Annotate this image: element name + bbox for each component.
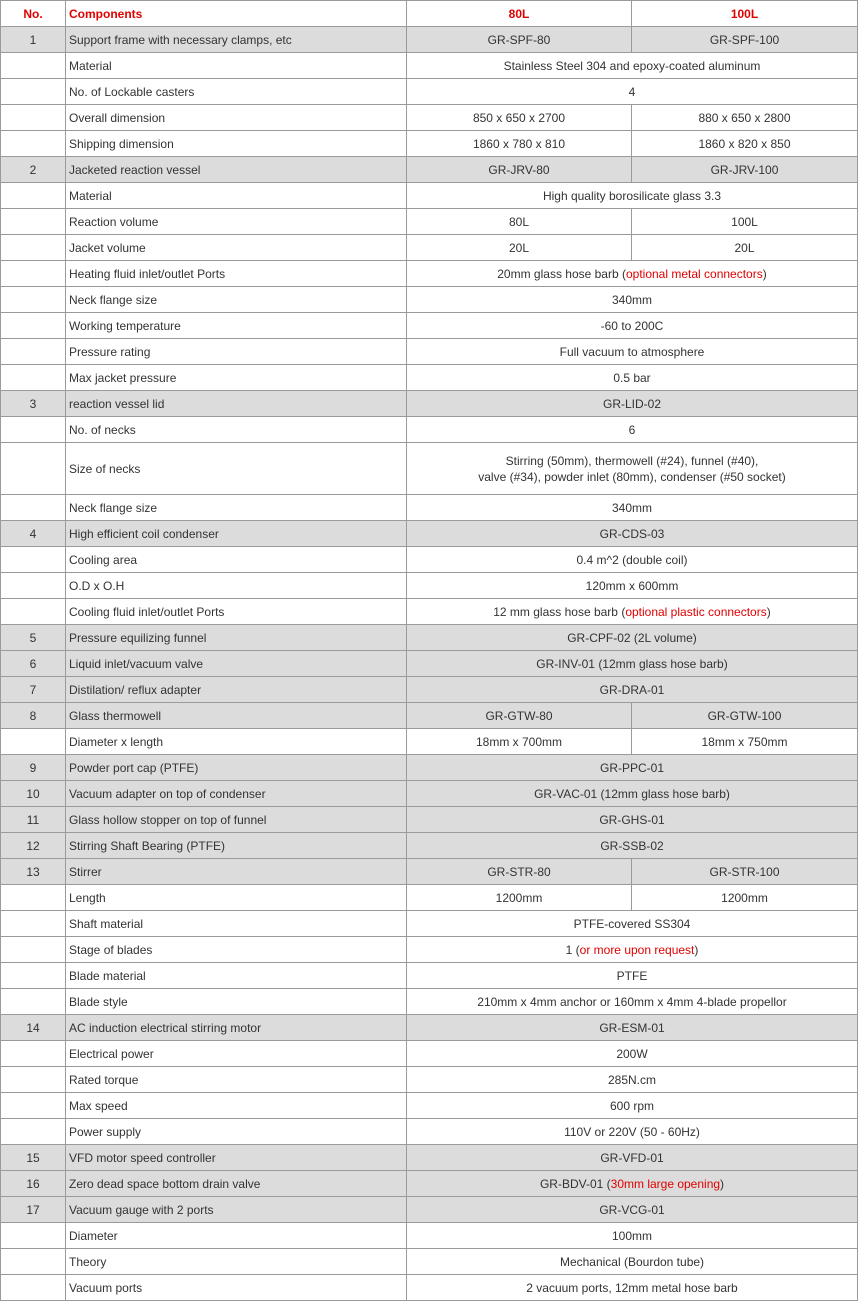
value-both: 340mm [407,495,858,521]
value-both [407,599,858,625]
component-name: Stage of blades [66,937,407,963]
row-number [1,313,66,339]
value-both: GR-VCG-01 [407,1197,858,1223]
value-note-highlight: optional plastic connectors [625,604,767,619]
value-80l: GR-STR-80 [407,859,632,885]
component-name: Heating fluid inlet/outlet Ports [66,261,407,287]
value-80l: 1860 x 780 x 810 [407,131,632,157]
table-row [1,183,858,209]
table-row [1,339,858,365]
table-row [1,885,858,911]
value-text-end: ) [694,942,699,957]
component-name: Blade style [66,989,407,1015]
table-row-section [1,807,858,833]
header-80l: 80L [407,1,632,27]
row-number [1,131,66,157]
value-both: 6 [407,417,858,443]
component-name: Neck flange size [66,287,407,313]
row-number [1,573,66,599]
table-row [1,261,858,287]
table-row [1,1275,858,1301]
row-number [1,911,66,937]
row-number [1,235,66,261]
component-name: No. of Lockable casters [66,79,407,105]
table-row-section [1,521,858,547]
value-both: -60 to 200C [407,313,858,339]
table-row-section [1,859,858,885]
component-name: No. of necks [66,417,407,443]
component-name: Max jacket pressure [66,365,407,391]
table-row [1,235,858,261]
row-number: 1 [1,27,66,53]
row-number [1,79,66,105]
value-both: GR-GHS-01 [407,807,858,833]
table-row-section [1,1015,858,1041]
table-row [1,313,858,339]
table-row-section [1,625,858,651]
row-number: 14 [1,1015,66,1041]
value-both [407,261,858,287]
component-name: Material [66,53,407,79]
table-row [1,989,858,1015]
component-name: Max speed [66,1093,407,1119]
row-number [1,937,66,963]
value-both: GR-INV-01 (12mm glass hose barb) [407,651,858,677]
component-name: Diameter x length [66,729,407,755]
value-both: PTFE-covered SS304 [407,911,858,937]
value-both: 2 vacuum ports, 12mm metal hose barb [407,1275,858,1301]
table-row-section [1,1197,858,1223]
value-both: GR-CPF-02 (2L volume) [407,625,858,651]
row-number [1,53,66,79]
value-both: GR-VFD-01 [407,1145,858,1171]
component-name: Rated torque [66,1067,407,1093]
table-row [1,79,858,105]
value-line-1: Stirring (50mm), thermowell (#24), funnel (#40), [505,453,759,468]
row-number: 6 [1,651,66,677]
value-both: GR-DRA-01 [407,677,858,703]
table-row-section [1,833,858,859]
component-name: Jacket volume [66,235,407,261]
component-name: Power supply [66,1119,407,1145]
value-80l: 20L [407,235,632,261]
value-both: Stainless Steel 304 and epoxy-coated aluminum [407,53,858,79]
table-row [1,495,858,521]
component-name: Overall dimension [66,105,407,131]
component-name: Cooling area [66,547,407,573]
row-number: 7 [1,677,66,703]
value-both: 0.4 m^2 (double coil) [407,547,858,573]
table-row [1,1041,858,1067]
row-number [1,599,66,625]
component-name: Vacuum gauge with 2 ports [66,1197,407,1223]
spec-table-body [1,27,858,1301]
value-both: 600 rpm [407,1093,858,1119]
value-both: 100mm [407,1223,858,1249]
value-100l: 20L [632,235,858,261]
table-row-section [1,651,858,677]
row-number [1,417,66,443]
component-name: Glass thermowell [66,703,407,729]
value-text: 12 mm glass hose barb ( [493,604,626,619]
component-name: Electrical power [66,1041,407,1067]
table-row [1,417,858,443]
component-name: Shaft material [66,911,407,937]
value-80l: 850 x 650 x 2700 [407,105,632,131]
value-80l: 80L [407,209,632,235]
component-name: Powder port cap (PTFE) [66,755,407,781]
component-name: High efficient coil condenser [66,521,407,547]
value-both: 340mm [407,287,858,313]
component-name: O.D x O.H [66,573,407,599]
table-row-section [1,27,858,53]
row-number [1,1041,66,1067]
row-number: 9 [1,755,66,781]
table-row [1,443,858,495]
value-both: GR-VAC-01 (12mm glass hose barb) [407,781,858,807]
value-100l: 18mm x 750mm [632,729,858,755]
component-name: Stirrer [66,859,407,885]
component-name: VFD motor speed controller [66,1145,407,1171]
value-both: 0.5 bar [407,365,858,391]
row-number [1,547,66,573]
table-row-section [1,1171,858,1197]
row-number: 4 [1,521,66,547]
table-row [1,1249,858,1275]
row-number [1,443,66,495]
value-both: GR-CDS-03 [407,521,858,547]
value-both: GR-PPC-01 [407,755,858,781]
header-100l: 100L [632,1,858,27]
row-number: 5 [1,625,66,651]
value-80l: 18mm x 700mm [407,729,632,755]
component-name: Vacuum ports [66,1275,407,1301]
table-row-section [1,677,858,703]
table-row [1,365,858,391]
component-name: Neck flange size [66,495,407,521]
value-80l: 1200mm [407,885,632,911]
table-row [1,131,858,157]
row-number [1,963,66,989]
table-row-section [1,755,858,781]
component-name: Blade material [66,963,407,989]
value-text: GR-BDV-01 ( [539,1176,611,1191]
table-row [1,911,858,937]
row-number [1,989,66,1015]
table-row [1,209,858,235]
value-both: 110V or 220V (50 - 60Hz) [407,1119,858,1145]
table-row [1,287,858,313]
value-note-highlight: or more upon request [579,942,695,957]
row-number [1,1275,66,1301]
value-both: High quality borosilicate glass 3.3 [407,183,858,209]
value-both [407,937,858,963]
row-number [1,1067,66,1093]
table-row [1,1223,858,1249]
component-name: reaction vessel lid [66,391,407,417]
header-row [1,1,858,27]
value-both: 200W [407,1041,858,1067]
row-number: 16 [1,1171,66,1197]
value-text-end: ) [766,604,771,619]
value-100l: 1860 x 820 x 850 [632,131,858,157]
value-both: GR-LID-02 [407,391,858,417]
table-row-section [1,1145,858,1171]
value-80l: GR-GTW-80 [407,703,632,729]
value-note-highlight: optional metal connectors [625,266,763,281]
value-both: PTFE [407,963,858,989]
row-number [1,1093,66,1119]
row-number [1,339,66,365]
value-80l: GR-SPF-80 [407,27,632,53]
component-name: Support frame with necessary clamps, etc [66,27,407,53]
value-both: Mechanical (Bourdon tube) [407,1249,858,1275]
table-row [1,573,858,599]
row-number: 11 [1,807,66,833]
row-number [1,1223,66,1249]
row-number [1,365,66,391]
row-number: 2 [1,157,66,183]
row-number [1,495,66,521]
value-text-end: ) [720,1176,725,1191]
value-both [407,1171,858,1197]
value-100l: 1200mm [632,885,858,911]
value-note-highlight: 30mm large opening [610,1176,721,1191]
table-row [1,53,858,79]
table-row-section [1,781,858,807]
value-100l: GR-SPF-100 [632,27,858,53]
row-number [1,287,66,313]
value-both: 120mm x 600mm [407,573,858,599]
component-name: Material [66,183,407,209]
table-row [1,1119,858,1145]
header-components: Components [66,1,407,27]
table-row-section [1,703,858,729]
value-both: GR-SSB-02 [407,833,858,859]
component-name: Vacuum adapter on top of condenser [66,781,407,807]
value-text: 1 ( [565,942,580,957]
component-name: Liquid inlet/vacuum valve [66,651,407,677]
table-row [1,729,858,755]
header-no: No. [1,1,66,27]
table-row-section [1,391,858,417]
row-number: 15 [1,1145,66,1171]
table-row [1,1067,858,1093]
component-name: Size of necks [66,443,407,495]
component-name: Reaction volume [66,209,407,235]
row-number [1,183,66,209]
component-name: Pressure rating [66,339,407,365]
component-name: Distilation/ reflux adapter [66,677,407,703]
component-name: Glass hollow stopper on top of funnel [66,807,407,833]
row-number: 8 [1,703,66,729]
value-both [407,443,858,495]
row-number [1,1119,66,1145]
table-row [1,937,858,963]
value-text: 20mm glass hose barb ( [497,266,626,281]
row-number: 12 [1,833,66,859]
value-both: 210mm x 4mm anchor or 160mm x 4mm 4-blade propellor [407,989,858,1015]
component-name: Pressure equilizing funnel [66,625,407,651]
table-row [1,963,858,989]
table-row [1,599,858,625]
value-text-end: ) [762,266,767,281]
value-both: 285N.cm [407,1067,858,1093]
value-100l: 100L [632,209,858,235]
row-number [1,885,66,911]
component-name: Working temperature [66,313,407,339]
value-both: GR-ESM-01 [407,1015,858,1041]
row-number [1,261,66,287]
component-name: Cooling fluid inlet/outlet Ports [66,599,407,625]
row-number: 3 [1,391,66,417]
value-100l: GR-JRV-100 [632,157,858,183]
component-name: Theory [66,1249,407,1275]
component-name: Diameter [66,1223,407,1249]
value-line-2: valve (#34), powder inlet (80mm), condenser (#50 socket) [478,469,786,484]
row-number [1,105,66,131]
component-name: Jacketed reaction vessel [66,157,407,183]
table-row [1,547,858,573]
value-both: 4 [407,79,858,105]
value-100l: GR-STR-100 [632,859,858,885]
component-name: Zero dead space bottom drain valve [66,1171,407,1197]
row-number [1,209,66,235]
value-100l: GR-GTW-100 [632,703,858,729]
table-row-section [1,157,858,183]
value-both: Full vacuum to atmosphere [407,339,858,365]
value-100l: 880 x 650 x 2800 [632,105,858,131]
component-name: AC induction electrical stirring motor [66,1015,407,1041]
table-row [1,1093,858,1119]
component-name: Stirring Shaft Bearing (PTFE) [66,833,407,859]
row-number: 10 [1,781,66,807]
value-80l: GR-JRV-80 [407,157,632,183]
row-number: 17 [1,1197,66,1223]
component-name: Length [66,885,407,911]
row-number: 13 [1,859,66,885]
component-name: Shipping dimension [66,131,407,157]
row-number [1,1249,66,1275]
row-number [1,729,66,755]
table-row [1,105,858,131]
